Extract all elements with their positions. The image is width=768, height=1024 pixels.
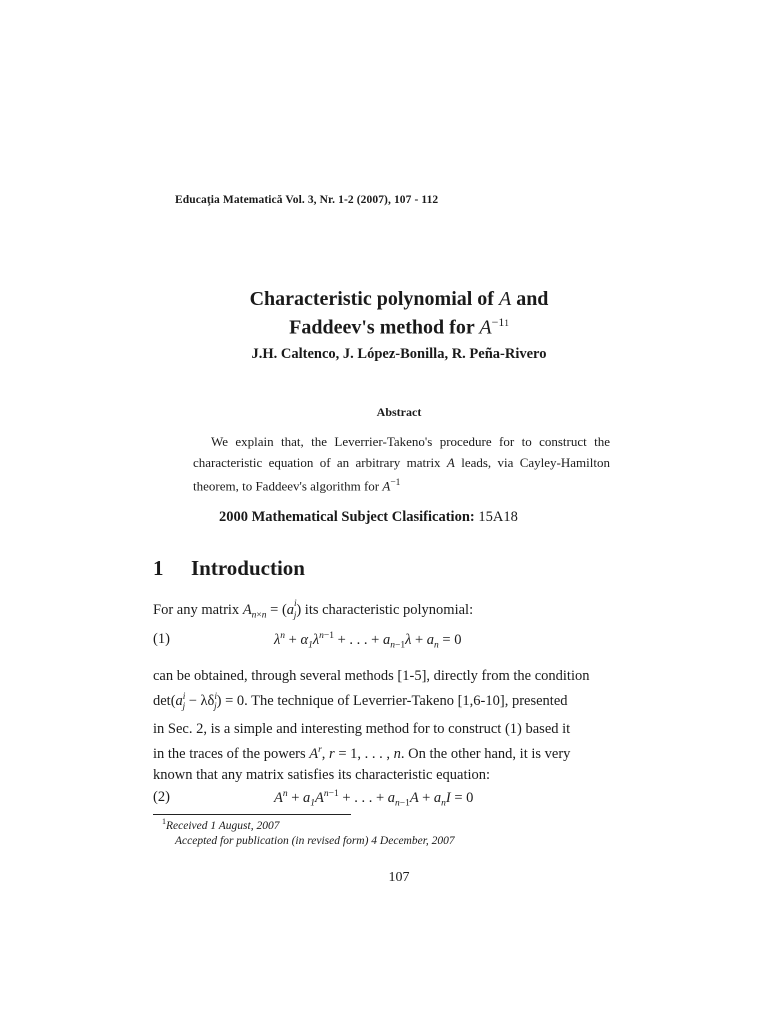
equation-1: $\lambda^n + \alpha_1\lambda^{n-1}$ + . . . + $a_{n-1}\lambda + a_n = 0$ — [274, 631, 462, 651]
abstract-var: A — [446, 455, 455, 470]
paragraph-line2-after: = 0. The technique of Leverrier-Takeno [1,6-10], presented — [225, 693, 568, 710]
title-line1-end: and — [516, 288, 549, 310]
intro-before: For any matrix — [153, 601, 240, 618]
paragraph-line-2: $\det(a^i_j - \lambda\delta^i_j) = 0$. The technique of Leverrier-Takeno [1,6-10], presented — [153, 692, 568, 713]
msc-value: 15A18 — [478, 509, 518, 525]
paragraph-line4-after: On the other hand, it is very — [408, 745, 571, 762]
abstract-text-part2: leads, via Cayley-Hamilton theorem, to Faddeev's algorithm for — [193, 455, 610, 494]
abstract-end-exp: −1 — [390, 478, 401, 488]
journal-header: Educaţia Matematică Vol. 3, Nr. 1-2 (2007), 107 - 112 — [175, 194, 439, 206]
footnote-received-text: Received 1 August, 2007 — [166, 819, 280, 832]
paragraph-line4-before: in the traces of the powers — [153, 745, 306, 762]
abstract-text-part1: We explain that, the Leverrier-Takeno's procedure for to construct the characteristic equation of an arbitrary matrix — [193, 434, 610, 470]
footnote-accepted: Accepted for publication (in revised form) 4 December, 2007 — [175, 835, 455, 847]
authors: J.H. Caltenco, J. López-Bonilla, R. Peña-Rivero — [251, 346, 547, 362]
abstract-heading: Abstract — [376, 405, 422, 419]
title-line-1 — [0, 288, 768, 311]
section-number: 1 — [153, 556, 164, 580]
title-footnote-mark: 1 — [504, 318, 509, 328]
intro-line: For any matrix $A_{n\times n} = (a^i_j)$ its characteristic polynomial: — [153, 599, 474, 621]
title-line-2 — [0, 311, 768, 340]
footnote-received — [162, 817, 279, 832]
section-title: Introduction — [191, 556, 305, 580]
title-line2-var: A — [479, 316, 492, 339]
abstract-end-var: A — [382, 478, 391, 494]
page-number: 107 — [388, 870, 410, 885]
paragraph-line-1: can be obtained, through several methods [1-5], directly from the condition — [153, 668, 590, 684]
msc-classification — [219, 509, 518, 526]
title-line1-text: Characteristic polynomial of — [249, 288, 494, 310]
msc-label: 2000 Mathematical Subject Clasification: — [219, 509, 475, 525]
paragraph-line-4: in the traces of the powers $A^r$, r = 1, . . . , n. On the other hand, it is very — [153, 744, 571, 762]
eq2-label: (2) — [153, 789, 170, 805]
paragraph-line-3: in Sec. 2, is a simple and interesting method for to construct (1) based it — [153, 720, 571, 737]
paper-title — [0, 288, 768, 340]
equation-2: $A^n + a_1A^{n-1}$ + . . . + $a_{n-1}A + a_nI = 0$ — [274, 789, 474, 809]
footnote-mark: 1 — [162, 817, 166, 826]
abstract-text — [193, 431, 610, 496]
paragraph-line-5: known that any matrix satisfies its characteristic equation: — [153, 767, 491, 784]
intro-after: its characteristic polynomial: — [304, 601, 474, 618]
title-exponent: −1 — [491, 315, 505, 329]
body-paragraph — [153, 666, 619, 787]
footnote-rule — [153, 814, 351, 815]
eq1-label: (1) — [153, 631, 170, 647]
title-line2-text: Faddeev's method for — [289, 316, 475, 339]
title-line1-var: A — [498, 288, 512, 310]
